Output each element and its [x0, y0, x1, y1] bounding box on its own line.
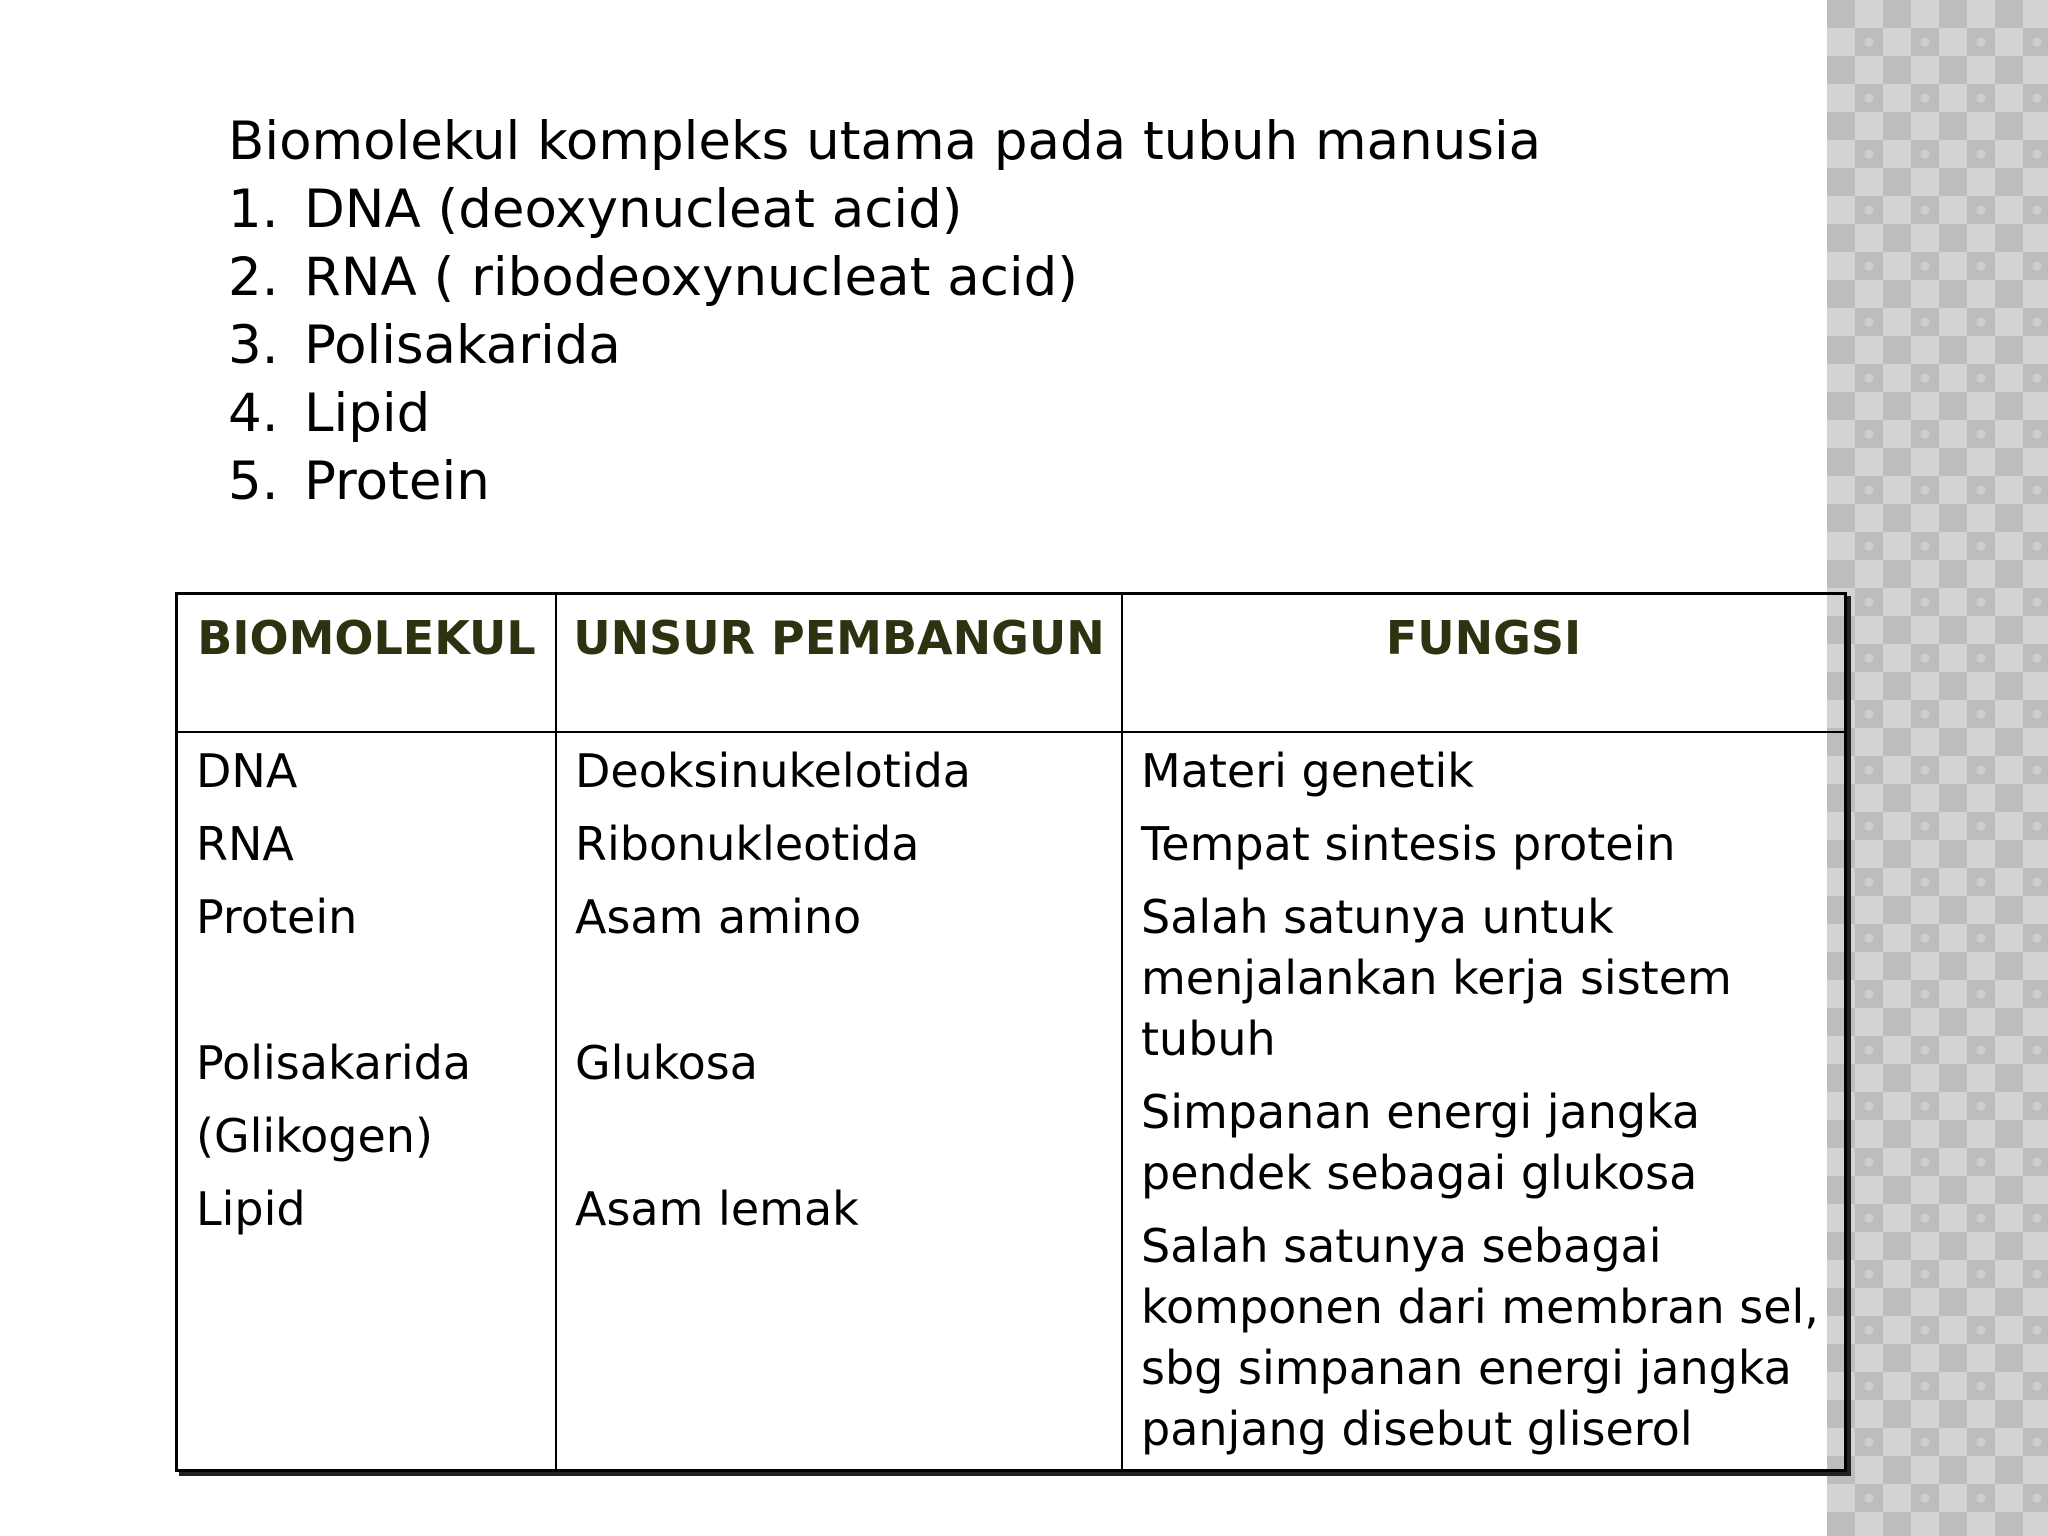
cell-text: Glukosa [575, 1036, 758, 1090]
list-number: 1. [228, 179, 279, 240]
cell-text: Asam amino [575, 890, 862, 944]
header-unsur-pembangun: UNSUR PEMBANGUN [556, 595, 1122, 732]
list-item [228, 380, 1788, 448]
list-text: RNA ( ribodeoxynucleat acid) [304, 247, 1078, 308]
cell-text: Protein [196, 890, 358, 944]
cell-text: Simpanan energi jangka pendek sebagai glukosa [1141, 1085, 1701, 1200]
slide-title: Biomolekul kompleks utama pada tubuh manusia [228, 111, 1542, 172]
cell-spacer [196, 960, 537, 1033]
cell-text: Ribonukleotida [575, 817, 920, 871]
cell-text: Salah satunya sebagai komponen dari membran sel, sbg simpanan energi jangka panjang disebut gliserol [1141, 1219, 1819, 1456]
cell-text: RNA [196, 817, 294, 871]
list-item [228, 448, 1788, 516]
list-number: 5. [228, 451, 279, 512]
cell-text: (Glikogen) [196, 1109, 433, 1163]
list-number: 2. [228, 247, 279, 308]
header-fungsi: FUNGSI [1122, 595, 1844, 732]
cell-spacer [575, 1106, 1103, 1179]
list-item [228, 312, 1788, 380]
list-number: 3. [228, 315, 279, 376]
cell-spacer [575, 960, 1103, 1033]
fungsi-cell [1122, 732, 1844, 1472]
list-text: Protein [304, 451, 490, 512]
table-row [178, 732, 1844, 1472]
decorative-side-panel [1827, 0, 2048, 1536]
biomolekul-cell [178, 732, 556, 1472]
table-header-row [178, 595, 1844, 732]
header-biomolekul: BIOMOLEKUL [178, 595, 556, 732]
list-item [228, 244, 1788, 312]
list-text: Polisakarida [304, 315, 621, 376]
unsur-cell [556, 732, 1122, 1472]
biomolecule-table [175, 592, 1847, 1472]
list-number: 4. [228, 383, 279, 444]
cell-text: Deoksinukelotida [575, 744, 971, 798]
cell-text: Tempat sintesis protein [1141, 817, 1676, 871]
intro-section [228, 108, 1788, 516]
cell-text: Asam lemak [575, 1182, 859, 1236]
cell-text: DNA [196, 744, 298, 798]
biomolecule-list [228, 176, 1788, 516]
cell-text: Lipid [196, 1182, 306, 1236]
cell-text: Materi genetik [1141, 744, 1474, 798]
list-text: Lipid [304, 383, 431, 444]
cell-text: Polisakarida [196, 1036, 472, 1090]
cell-text: Salah satunya untuk menjalankan kerja sistem tubuh [1141, 890, 1732, 1066]
list-text: DNA (deoxynucleat acid) [304, 179, 963, 240]
list-item [228, 176, 1788, 244]
